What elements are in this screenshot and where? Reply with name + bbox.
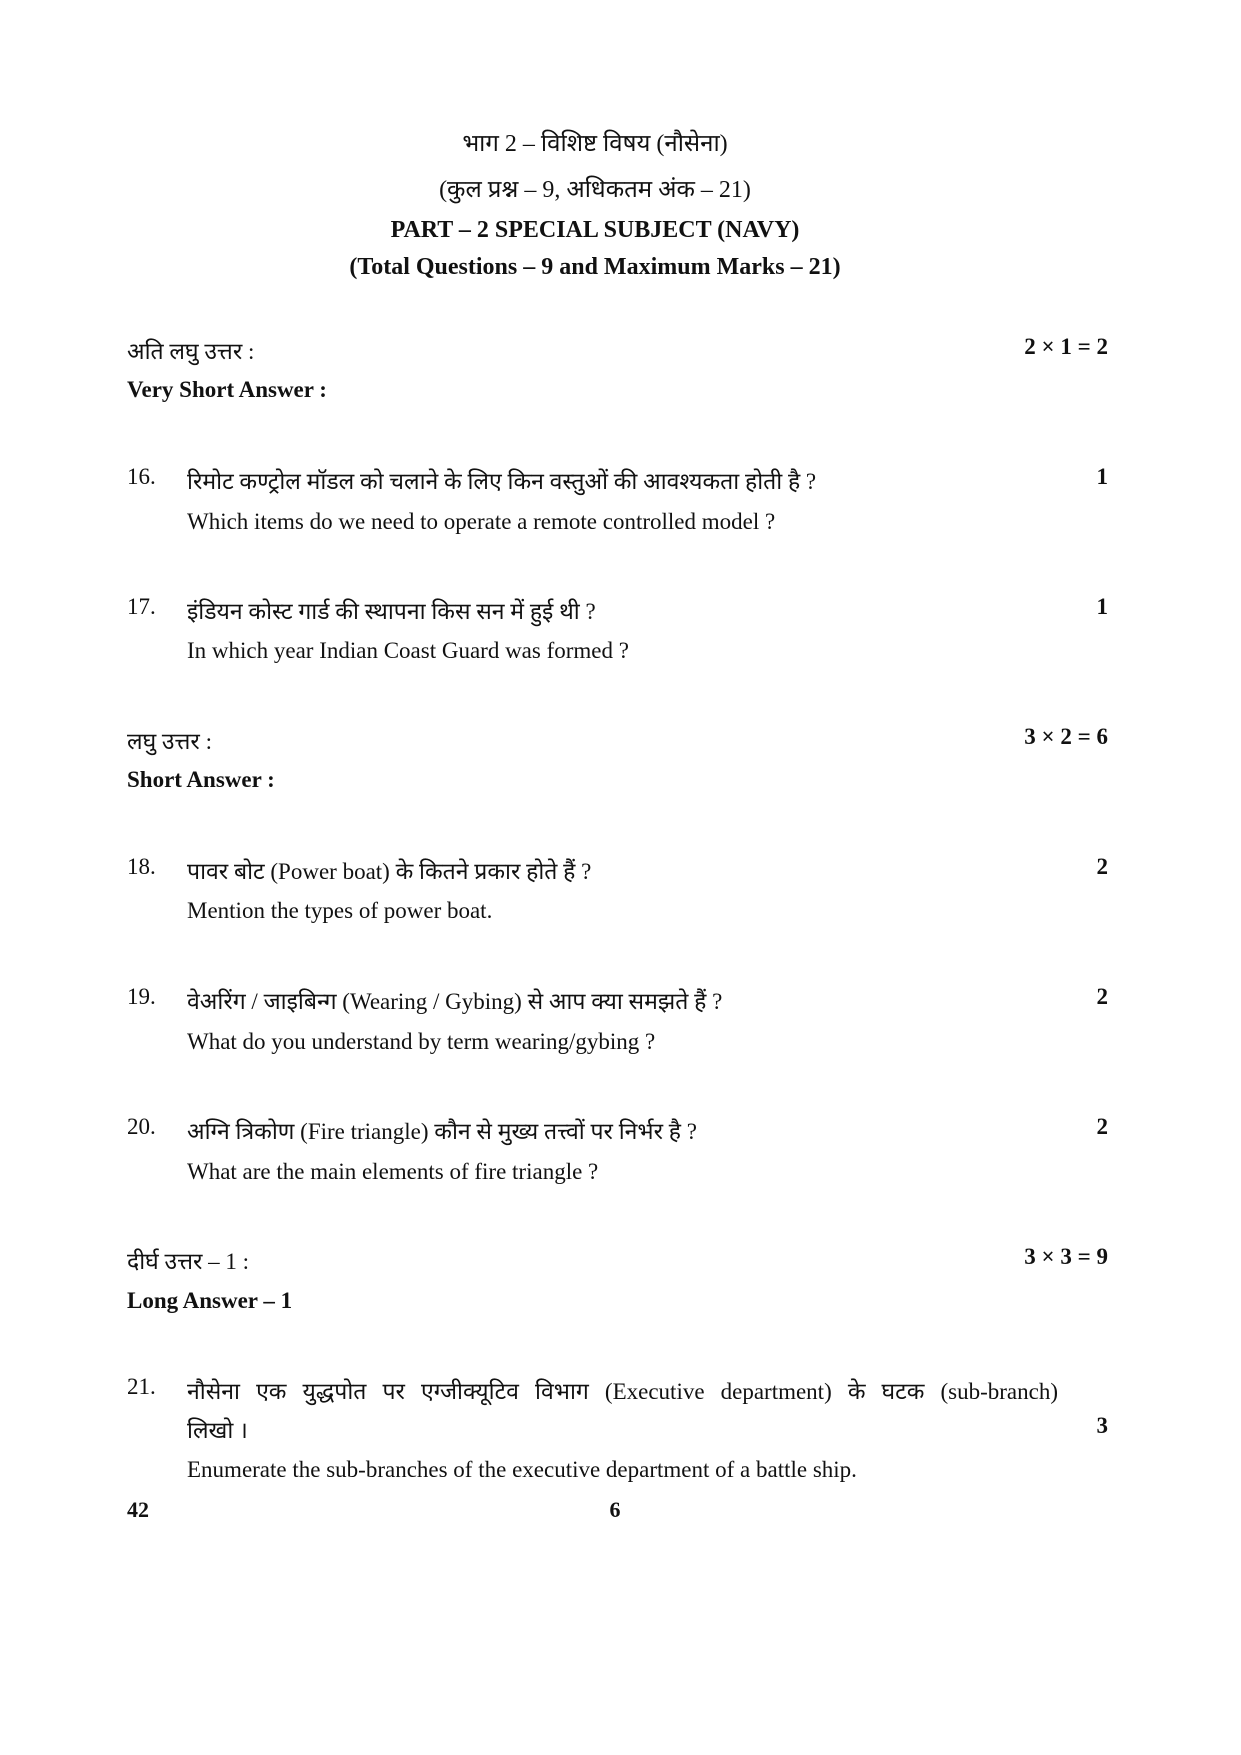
question-16-number: 16. [127, 464, 156, 489]
question-21-english: Enumerate the sub-branches of the executive department of a battle ship. [187, 1457, 857, 1482]
question-16-english: Which items do we need to operate a remote controlled model ? [187, 509, 776, 534]
section-very-short-english-label: Very Short Answer : [127, 377, 327, 402]
question-21-hindi-line1: नौसेना एक युद्धपोत पर एग्जीक्यूटिव विभाग (Executive department) के घटक (sub-branch) [187, 1379, 1058, 1404]
question-18-hindi: पावर बोट (Power boat) के कितने प्रकार होते हैं ? [187, 859, 592, 884]
hindi-part-subtitle: (कुल प्रश्न – 9, अधिकतम अंक – 21) [439, 177, 751, 203]
section-long-marks: 3 × 3 = 9 [1024, 1244, 1108, 1269]
section-very-short-marks: 2 × 1 = 2 [1024, 334, 1108, 359]
question-18-number: 18. [127, 854, 156, 879]
question-19-marks: 2 [1096, 984, 1108, 1009]
question-17-hindi: इंडियन कोस्ट गार्ड की स्थापना किस सन में हुई थी ? [187, 599, 596, 624]
question-18-english: Mention the types of power boat. [187, 898, 493, 923]
question-19-english: What do you understand by term wearing/gybing ? [187, 1029, 656, 1054]
english-part-subtitle: (Total Questions – 9 and Maximum Marks – 21) [349, 254, 841, 280]
english-part-title: PART – 2 SPECIAL SUBJECT (NAVY) [390, 217, 800, 243]
question-19-number: 19. [127, 984, 156, 1009]
question-21-marks: 3 [1096, 1413, 1108, 1438]
question-20-hindi: अग्नि त्रिकोण (Fire triangle) कौन से मुख्य तत्त्वों पर निर्भर है ? [187, 1119, 697, 1144]
question-20-marks: 2 [1096, 1114, 1108, 1139]
question-17-number: 17. [127, 594, 156, 619]
question-20-english: What are the main elements of fire triangle ? [187, 1159, 599, 1184]
question-21-hindi-line2: लिखो । [187, 1418, 248, 1443]
section-long-english-label: Long Answer – 1 [127, 1288, 293, 1313]
section-short-english-label: Short Answer : [127, 767, 275, 792]
question-17-marks: 1 [1096, 594, 1108, 619]
question-20-number: 20. [127, 1114, 156, 1139]
section-short-marks: 3 × 2 = 6 [1024, 724, 1108, 749]
hindi-part-title: भाग 2 – विशिष्ट विषय (नौसेना) [462, 131, 728, 157]
section-long-hindi-label: दीर्घ उत्तर – 1 : [127, 1249, 250, 1274]
section-short-hindi-label: लघु उत्तर : [127, 729, 212, 754]
question-16-hindi: रिमोट कण्ट्रोल मॉडल को चलाने के लिए किन वस्तुओं की आवश्यकता होती है ? [187, 469, 817, 494]
question-19-hindi: वेअरिंग / जाइबिन्ग (Wearing / Gybing) से आप क्या समझते हैं ? [187, 989, 723, 1014]
question-16-marks: 1 [1096, 464, 1108, 489]
section-very-short-hindi-label: अति लघु उत्तर : [127, 339, 255, 364]
question-21-number: 21. [127, 1374, 156, 1399]
paper-code: 42 [127, 1497, 149, 1522]
question-17-english: In which year Indian Coast Guard was formed ? [187, 638, 629, 663]
page-number: 6 [609, 1497, 621, 1522]
question-18-marks: 2 [1096, 854, 1108, 879]
